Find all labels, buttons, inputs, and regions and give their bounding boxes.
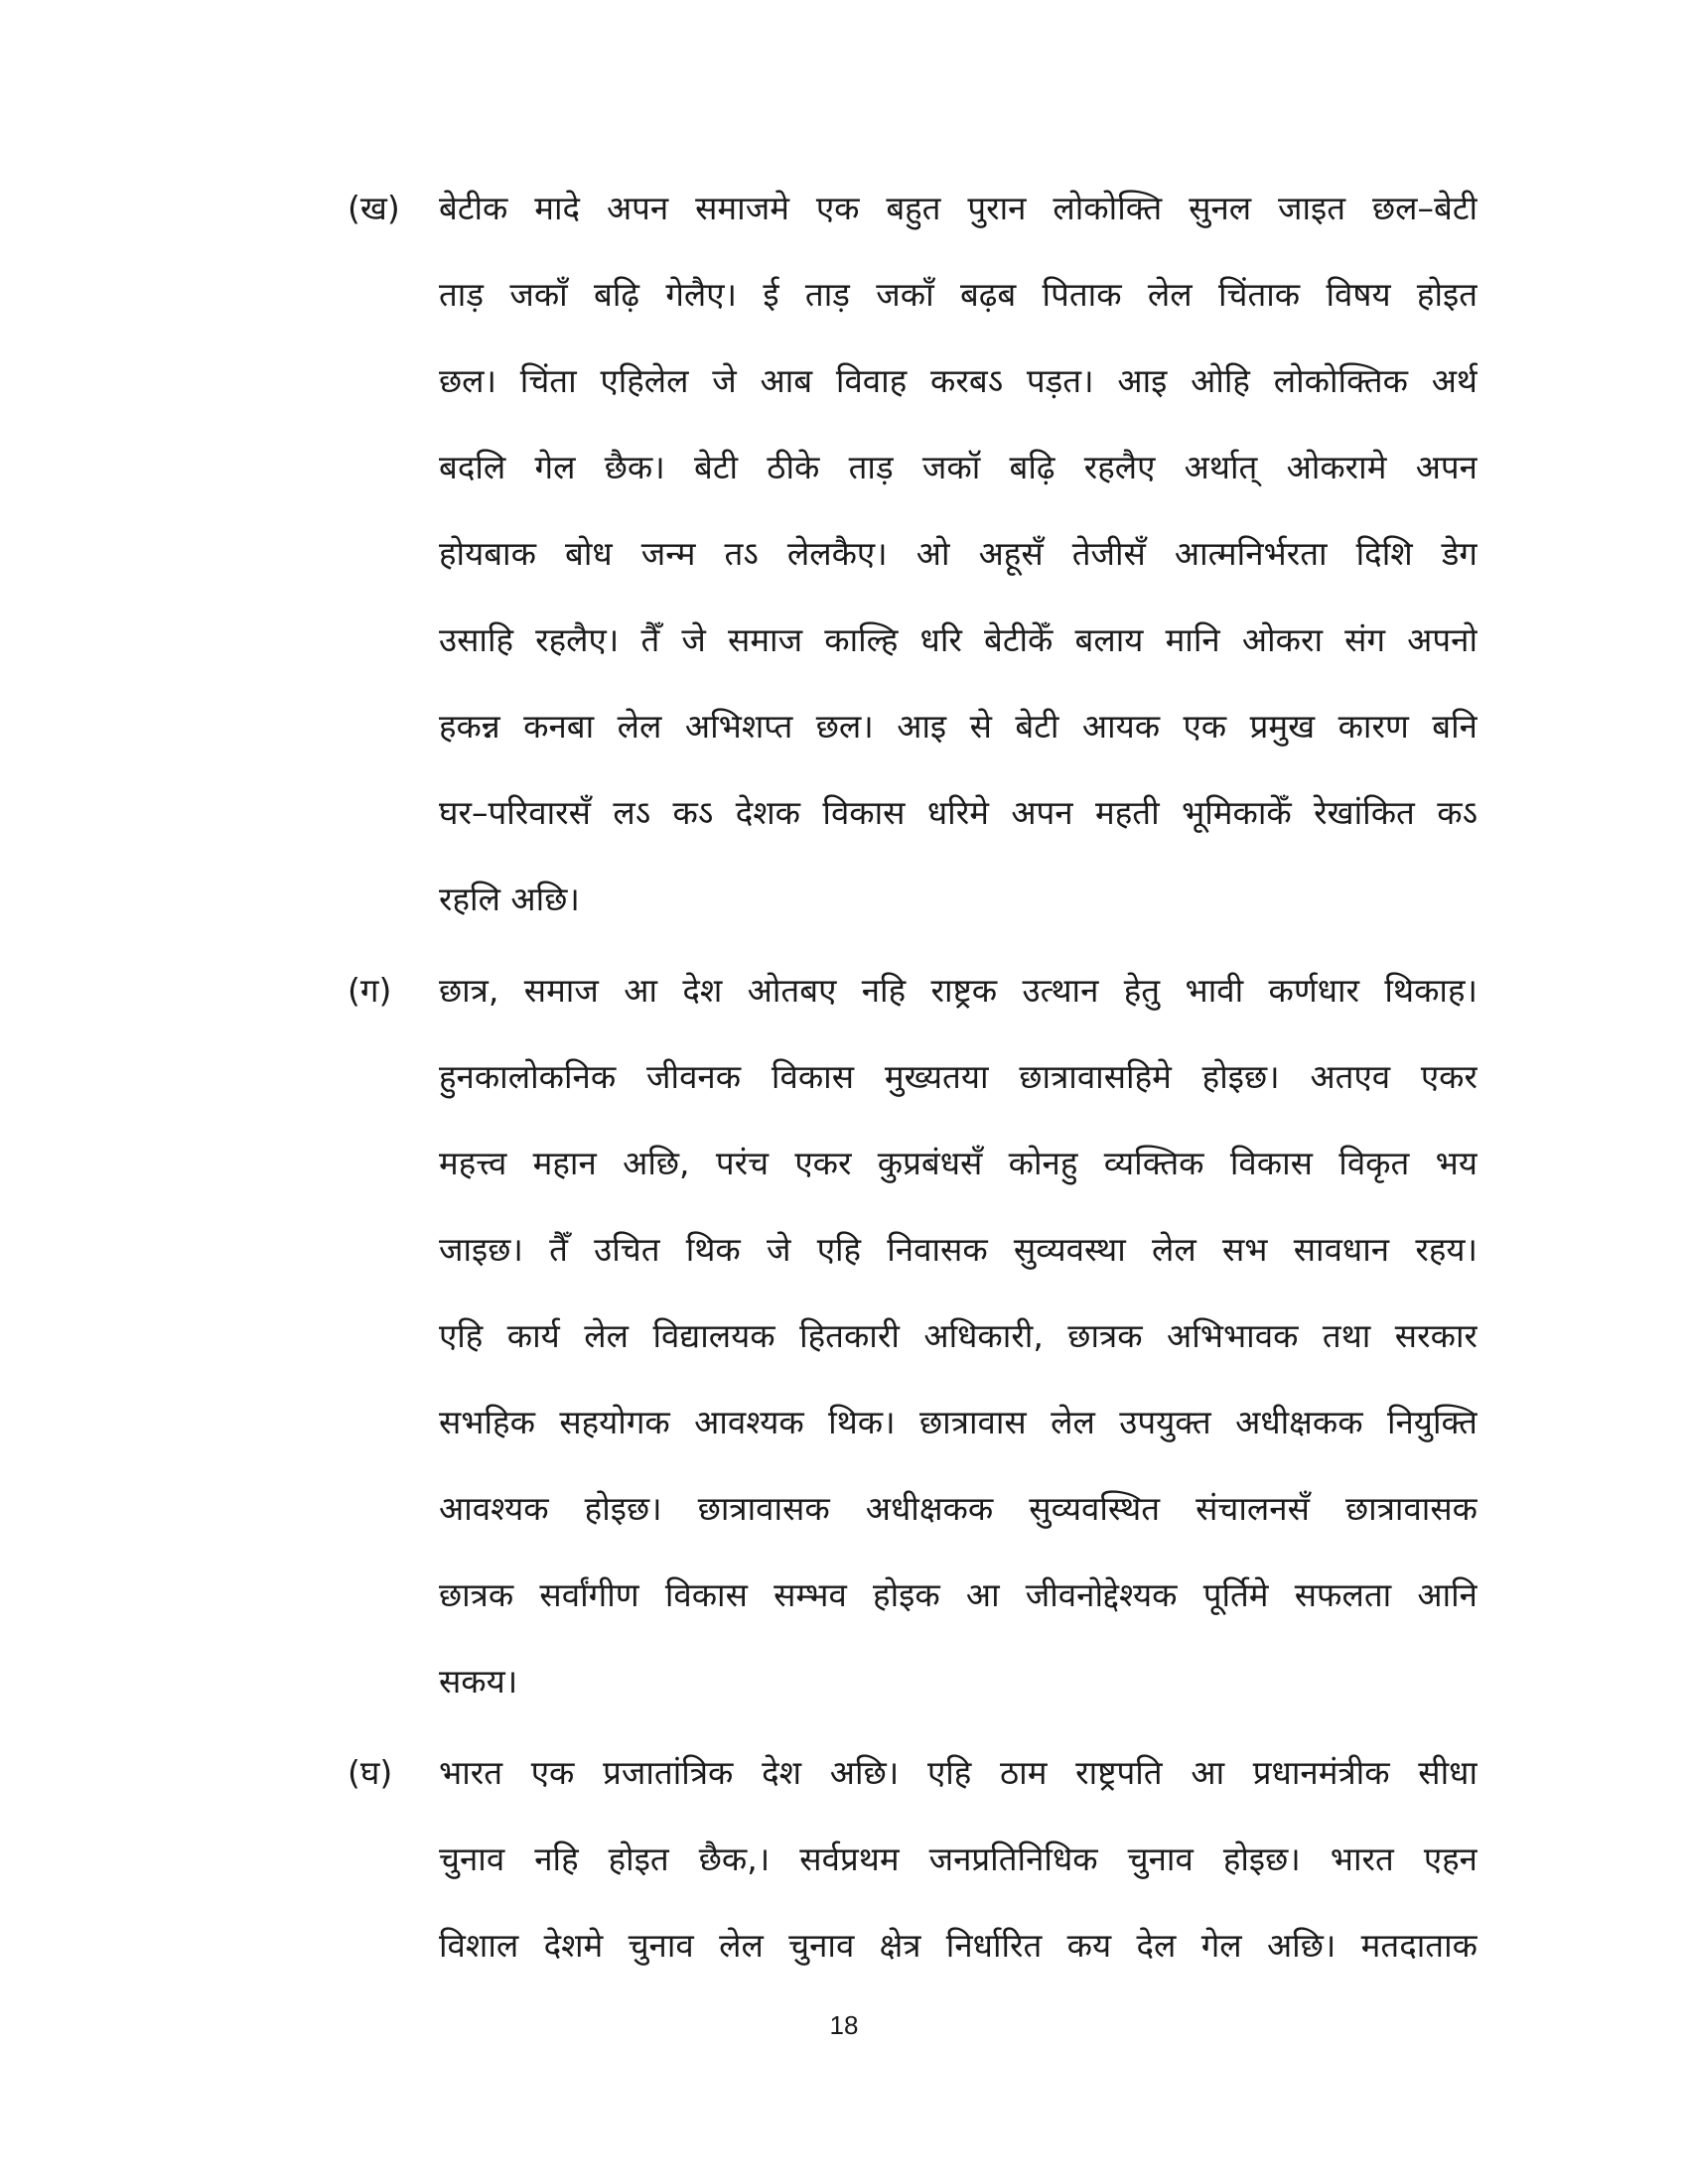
text-line: चुनाव नहि होइत छैक,। सर्वप्रथम जनप्रतिनिधिक चुनाव होइछ। भारत एहन [439, 1840, 1477, 1878]
text-line: महत्त्व महान अछि, परंच एकर कुप्रबंधसँ कोनहु व्यक्तिक विकास विकृत भय [439, 1144, 1477, 1182]
text-line: घर–परिवारसँ लऽ कऽ देशक विकास धरिमे अपन महती भूमिकाकेँ रेखांकित कऽ [439, 793, 1477, 832]
paragraph-ga [348, 947, 1479, 1724]
text-line: सकय। [439, 1662, 518, 1701]
paragraph-marker: (ग) [348, 971, 392, 1010]
text-line: जाइछ। तैँ उचित थिक जे एहि निवासक सुव्यवस्था लेल सभ सावधान रहय। [439, 1230, 1477, 1269]
text-line: रहलि अछि। [439, 880, 580, 918]
text-line: उसाहि रहलैए। तैँ जे समाज काल्हि धरि बेटीकेँ बलाय मानि ओकरा संग अपनो [439, 620, 1477, 659]
text-line: हकन्न कनबा लेल अभिशप्त छल। आइ से बेटी आयक एक प्रमुख कारण बनि [439, 707, 1477, 746]
text-line: हुनकालोकनिक जीवनक विकास मुख्यतया छात्रावासहिमे होइछ। अतएव एकर [439, 1057, 1477, 1096]
text-line: बेटीक मादे अपन समाजमे एक बहुत पुरान लोकोक्ति सुनल जाइत छल–बेटी [439, 189, 1477, 227]
text-line: होयबाक बोध जन्म तऽ लेलकैए। ओ अहूसँ तेजीसँ आत्मनिर्भरता दिशि डेग [439, 534, 1477, 573]
paragraph-marker: (घ) [348, 1753, 393, 1792]
text-line: एहि कार्य लेल विद्यालयक हितकारी अधिकारी, छात्रक अभिभावक तथा सरकार [439, 1316, 1477, 1355]
text-line: आवश्यक होइछ। छात्रावासक अधीक्षकक सुव्यवस्थित संचालनसँ छात्रावासक [439, 1489, 1477, 1528]
page-number: 18 [829, 2010, 859, 2040]
paragraph-marker: (ख) [348, 189, 400, 227]
text-line: छात्र, समाज आ देश ओतबए नहि राष्ट्रक उत्थान हेतु भावी कर्णधार थिकाह। [439, 971, 1477, 1010]
paragraph-gha [348, 1729, 1479, 1988]
text-line: छल। चिंता एहिलेल जे आब विवाह करबऽ पड़त। आइ ओहि लोकोक्तिक अर्थ [439, 361, 1477, 400]
text-line: छात्रक सर्वांगीण विकास सम्भव होइक आ जीवनोद्देश्यक पूर्तिमे सफलता आनि [439, 1575, 1477, 1614]
paragraph-kha [348, 165, 1479, 942]
text-line: ताड़ जकाँ बढ़ि गेलैए। ई ताड़ जकाँ बढ़ब पिताक लेल चिंताक विषय होइत [439, 275, 1477, 314]
text-line: भारत एक प्रजातांत्रिक देश अछि। एहि ठाम राष्ट्रपति आ प्रधानमंत्रीक सीधा [439, 1753, 1477, 1792]
text-line: सभहिक सहयोगक आवश्यक थिक। छात्रावास लेल उपयुक्त अधीक्षकक नियुक्ति [439, 1403, 1477, 1441]
text-line: विशाल देशमे चुनाव लेल चुनाव क्षेत्र निर्धारित कय देल गेल अछि। मतदाताक [439, 1926, 1477, 1965]
text-line: बदलि गेल छैक। बेटी ठीके ताड़ जकॉ बढ़ि रहलैए अर्थात् ओकरामे अपन [439, 448, 1477, 486]
